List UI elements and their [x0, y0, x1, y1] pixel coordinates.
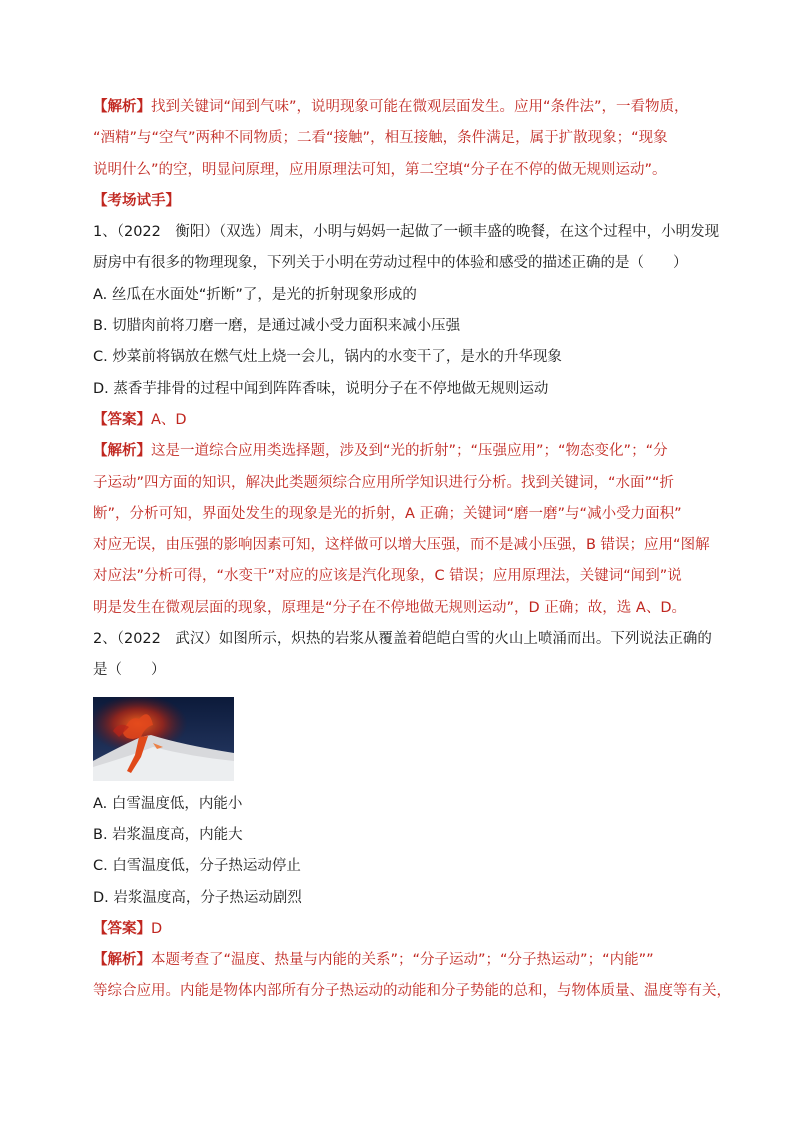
analysis-line: 说明什么”的空，明显问原理，应用原理法可知，第二空填“分子在不停的做无规则运动”。	[93, 161, 667, 178]
answer-value: D	[151, 920, 163, 937]
analysis-line: “酒精”与“空气”两种不同物质；二看“接触”，相互接触，条件满足，属于扩散现象；“现象	[93, 130, 668, 147]
analysis-line: 【解析】本题考查了“温度、热量与内能的关系”；“分子运动”；“分子热运动”；“内能””	[93, 952, 654, 969]
answer-value: A、D	[151, 411, 187, 428]
option-c: C. 炒菜前将锅放在燃气灶上烧一会儿，锅内的水变干了，是水的升华现象	[93, 349, 562, 366]
question-stem: 2、（2022 武汉）如图所示，炽热的岩浆从覆盖着皑皑白雪的火山上喷涌而出。下列说法正确的	[93, 631, 712, 648]
analysis-line: 断”，分析可知，界面处发生的现象是光的折射，A 正确；关键词“磨一磨”与“减小受力面积”	[93, 505, 682, 522]
document-page	[93, 92, 731, 1008]
option-a: A. 白雪温度低，内能小	[93, 795, 243, 812]
option-c: C. 白雪温度低，分子热运动停止	[93, 858, 301, 875]
option-a: A. 丝瓜在水面处“折断”了，是光的折射现象形成的	[93, 286, 417, 303]
volcano-photo	[93, 697, 234, 781]
analysis-line: 对应法”分析可得，“水变干”对应的应该是汽化现象，C 错误；应用原理法，关键词“闻到”说	[93, 568, 682, 585]
analysis-label: 【解析】	[93, 443, 151, 460]
option-d: D. 岩浆温度高，分子热运动剧烈	[93, 889, 302, 906]
analysis-line: 对应无误，由压强的影响因素可知，这样做可以增大压强，而不是减小压强，B 错误；应用“图解	[93, 537, 710, 554]
analysis-line: 【解析】这是一道综合应用类选择题，涉及到“光的折射”；“压强应用”；“物态变化”；“分	[93, 443, 668, 460]
option-b: B. 切腊肉前将刀磨一磨，是通过减小受力面积来减小压强	[93, 318, 461, 335]
analysis-line: 子运动”四方面的知识，解决此类题须综合应用所学知识进行分析。找到关键词，“水面”“折	[93, 474, 675, 491]
question-stem: 1、（2022 衡阳）（双选）周末，小明与妈妈一起做了一顿丰盛的晚餐，在这个过程中，小明发现	[93, 224, 720, 241]
answer-line	[93, 914, 705, 945]
analysis-label: 【解析】	[93, 952, 151, 969]
question-stem: 厨房中有很多的物理现象，下列关于小明在劳动过程中的体验和感受的描述正确的是（ ）	[93, 255, 688, 272]
analysis-line: 【解析】找到关键词“闻到气味”，说明现象可能在微观层面发生。应用“条件法”，一看物质，	[93, 99, 689, 115]
option-d: D. 蒸香芋排骨的过程中闻到阵阵香味，说明分子在不停地做无规则运动	[93, 380, 549, 397]
answer-label: 【答案】	[93, 411, 151, 428]
option-b: B. 岩浆温度高，内能大	[93, 826, 243, 843]
answer-line	[93, 405, 705, 436]
analysis-line: 明是发生在微观层面的现象，原理是“分子在不停地做无规则运动”，D 正确；故，选 A、D。	[93, 599, 686, 616]
analysis-label: 【解析】	[93, 99, 151, 115]
section-header: 【考场试手】	[93, 192, 180, 209]
question-stem: 是（ ）	[93, 662, 166, 679]
answer-label: 【答案】	[93, 920, 151, 937]
analysis-line: 等综合应用。内能是物体内部所有分子热运动的动能和分子势能的总和，与物体质量、温度等有关，	[93, 983, 731, 1000]
